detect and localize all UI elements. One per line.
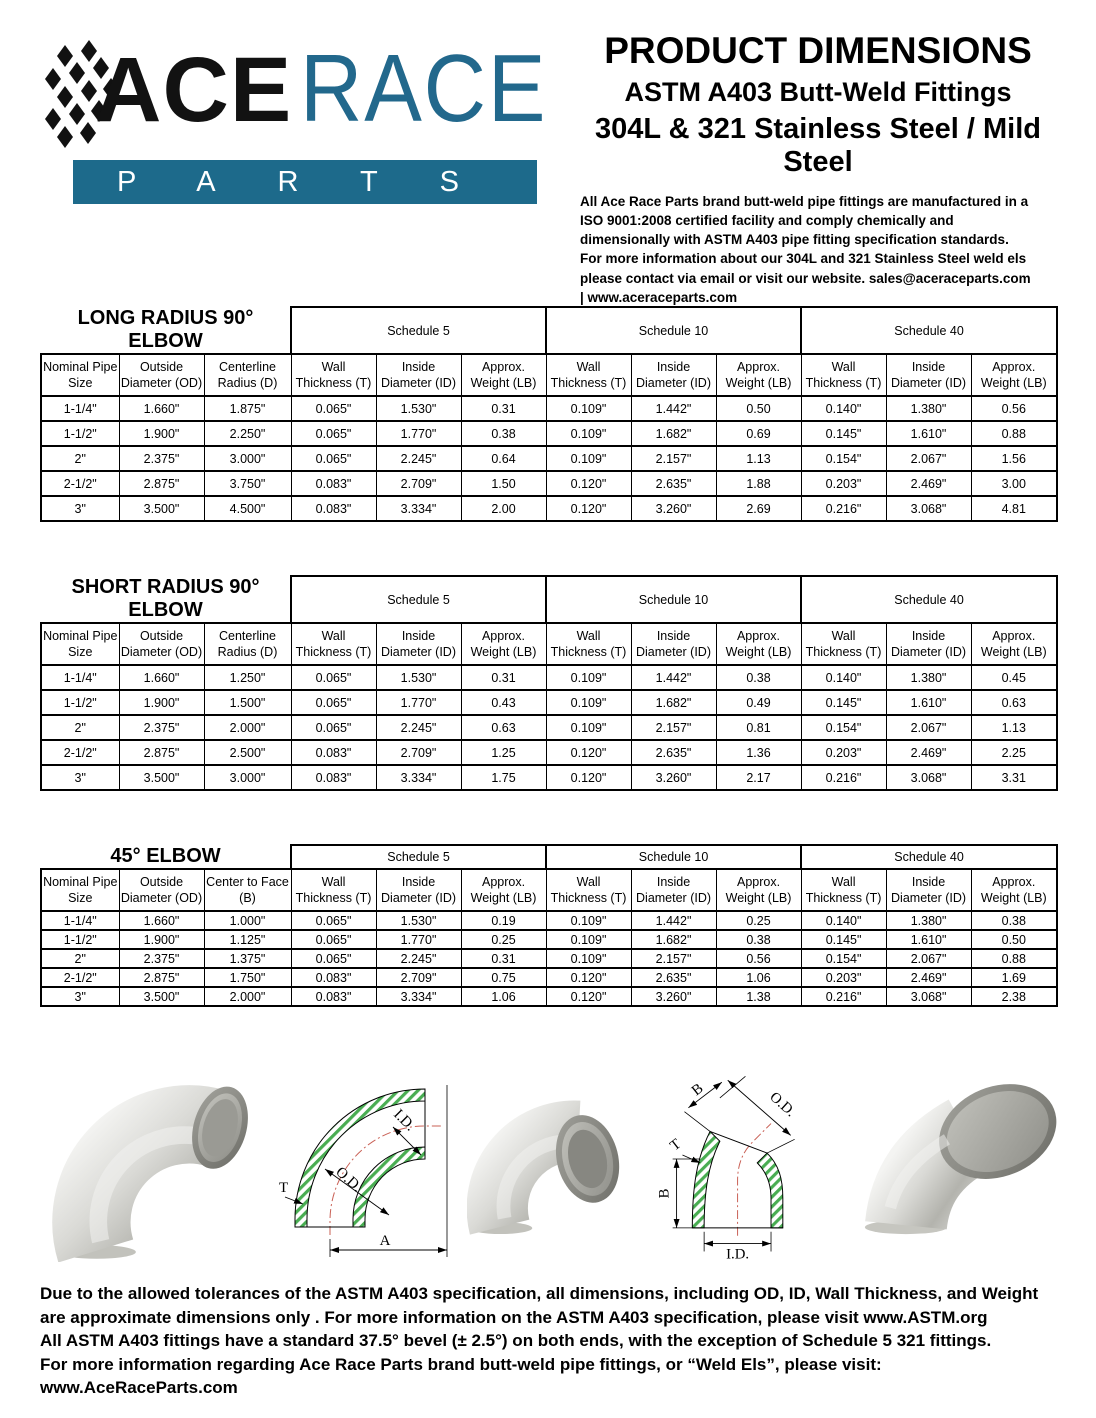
table-cell: 2.157" bbox=[631, 715, 716, 740]
column-header-row bbox=[41, 623, 1057, 665]
table-cell: 0.38 bbox=[461, 421, 546, 446]
table-cell: 0.065" bbox=[291, 930, 376, 949]
column-header-row bbox=[41, 354, 1057, 396]
table-cell: 3.000" bbox=[204, 446, 291, 471]
table-cell: 2-1/2" bbox=[41, 740, 119, 765]
table-cell: 2.709" bbox=[376, 471, 461, 496]
table-cell: 0.109" bbox=[546, 446, 631, 471]
footer-line: All ASTM A403 fittings have a standard 37.5° bevel (± 2.5°) on both ends, with the exception of Schedule 5 321 fittings. bbox=[40, 1331, 992, 1350]
table-cell: 0.154" bbox=[801, 949, 886, 968]
col-id: Inside Diameter (ID) bbox=[631, 354, 716, 396]
table-cell: 2.635" bbox=[631, 968, 716, 987]
table-title: LONG RADIUS 90° ELBOW bbox=[77, 307, 254, 352]
table-cell: 0.216" bbox=[801, 987, 886, 1006]
table-cell: 1.13 bbox=[716, 446, 801, 471]
col-id: Inside Diameter (ID) bbox=[886, 623, 971, 665]
table-cell: 3.334" bbox=[376, 496, 461, 521]
dim-id-label: I.D. bbox=[726, 1246, 750, 1263]
col-wall: Wall Thickness (T) bbox=[801, 869, 886, 911]
table-cell: 0.88 bbox=[971, 421, 1057, 446]
table-cell: 0.145" bbox=[801, 421, 886, 446]
table-cell: 2" bbox=[41, 446, 119, 471]
page-subtitle-2: 304L & 321 Stainless Steel / Mild Steel bbox=[595, 113, 1041, 178]
table-cell: 2.469" bbox=[886, 471, 971, 496]
table-cell: 2.00 bbox=[461, 496, 546, 521]
table-cell: 3.260" bbox=[631, 496, 716, 521]
table-row bbox=[41, 396, 1057, 421]
col-center-to-face: Center to Face (B) bbox=[204, 869, 291, 911]
col-id: Inside Diameter (ID) bbox=[631, 623, 716, 665]
table-cell: 0.083" bbox=[291, 471, 376, 496]
table-cell: 0.083" bbox=[291, 765, 376, 790]
table-cell: 2.875" bbox=[119, 740, 204, 765]
table-row bbox=[41, 968, 1057, 987]
table-row bbox=[41, 949, 1057, 968]
table-cell: 1.38 bbox=[716, 987, 801, 1006]
table-row bbox=[41, 690, 1057, 715]
table-cell: 0.065" bbox=[291, 396, 376, 421]
table-cell: 1.56 bbox=[971, 446, 1057, 471]
table-cell: 0.065" bbox=[291, 665, 376, 690]
table-cell: 1.13 bbox=[971, 715, 1057, 740]
table-cell: 1.442" bbox=[631, 396, 716, 421]
table-row bbox=[41, 715, 1057, 740]
table-cell: 0.065" bbox=[291, 715, 376, 740]
table-cell: 0.109" bbox=[546, 421, 631, 446]
table-title-cell bbox=[41, 845, 291, 869]
table-cell: 1.06 bbox=[461, 987, 546, 1006]
table-cell: 2.500" bbox=[204, 740, 291, 765]
table-cell: 2.875" bbox=[119, 471, 204, 496]
table-cell: 1.375" bbox=[204, 949, 291, 968]
table-row bbox=[41, 911, 1057, 930]
table-cell: 1-1/2" bbox=[41, 421, 119, 446]
table-cell: 3.000" bbox=[204, 765, 291, 790]
col-id: Inside Diameter (ID) bbox=[886, 869, 971, 911]
schedule-5-header: Schedule 5 bbox=[291, 576, 546, 623]
table-cell: 0.145" bbox=[801, 690, 886, 715]
schedule-40-header: Schedule 40 bbox=[801, 576, 1057, 623]
table-cell: 0.065" bbox=[291, 421, 376, 446]
col-weight: Approx. Weight (LB) bbox=[971, 354, 1057, 396]
table-cell: 1.770" bbox=[376, 421, 461, 446]
dim-t-label: T bbox=[667, 1136, 685, 1155]
table-cell: 0.75 bbox=[461, 968, 546, 987]
table-cell: 2.17 bbox=[716, 765, 801, 790]
table-cell: 2" bbox=[41, 949, 119, 968]
table-cell: 0.203" bbox=[801, 740, 886, 765]
col-nominal: Nominal Pipe Size bbox=[41, 869, 119, 911]
col-wall: Wall Thickness (T) bbox=[801, 354, 886, 396]
90-elbow-dimension-diagram bbox=[277, 1051, 455, 1263]
header-text bbox=[566, 30, 1070, 307]
table-cell: 2.709" bbox=[376, 968, 461, 987]
table-cell: 2.245" bbox=[376, 715, 461, 740]
table-cell: 0.140" bbox=[801, 396, 886, 421]
table-cell: 3.500" bbox=[119, 496, 204, 521]
col-id: Inside Diameter (ID) bbox=[631, 869, 716, 911]
table-cell: 0.120" bbox=[546, 496, 631, 521]
table-cell: 0.120" bbox=[546, 968, 631, 987]
table-cell: 2.000" bbox=[204, 715, 291, 740]
table-cell: 3.500" bbox=[119, 765, 204, 790]
table-cell: 2.157" bbox=[631, 949, 716, 968]
table-cell: 0.69 bbox=[716, 421, 801, 446]
table-cell: 0.065" bbox=[291, 446, 376, 471]
col-weight: Approx. Weight (LB) bbox=[461, 869, 546, 911]
table-cell: 1.750" bbox=[204, 968, 291, 987]
table-cell: 0.120" bbox=[546, 471, 631, 496]
table-cell: 0.109" bbox=[546, 396, 631, 421]
table-row bbox=[41, 471, 1057, 496]
col-centerline-radius: Centerline Radius (D) bbox=[204, 354, 291, 396]
table-cell: 0.109" bbox=[546, 949, 631, 968]
schedule-40-header: Schedule 40 bbox=[801, 307, 1057, 354]
table-cell: 0.63 bbox=[971, 690, 1057, 715]
table-cell: 4.81 bbox=[971, 496, 1057, 521]
table-cell: 0.63 bbox=[461, 715, 546, 740]
table-cell: 0.50 bbox=[716, 396, 801, 421]
table-cell: 2.375" bbox=[119, 715, 204, 740]
footer-notes bbox=[40, 1282, 1056, 1400]
table-cell: 2.25 bbox=[971, 740, 1057, 765]
table-cell: 0.120" bbox=[546, 740, 631, 765]
table-cell: 0.31 bbox=[461, 396, 546, 421]
table-cell: 1.610" bbox=[886, 930, 971, 949]
table-cell: 0.065" bbox=[291, 911, 376, 930]
table-cell: 1.610" bbox=[886, 421, 971, 446]
table-cell: 3.068" bbox=[886, 765, 971, 790]
table-cell: 1.530" bbox=[376, 911, 461, 930]
table-cell: 1.530" bbox=[376, 665, 461, 690]
45-elbow-dimension-diagram bbox=[651, 1051, 833, 1263]
table-cell: 1.06 bbox=[716, 968, 801, 987]
table-cell: 0.25 bbox=[716, 911, 801, 930]
col-wall: Wall Thickness (T) bbox=[546, 354, 631, 396]
table-cell: 0.43 bbox=[461, 690, 546, 715]
table-cell: 1.875" bbox=[204, 396, 291, 421]
table-cell: 3.500" bbox=[119, 987, 204, 1006]
table-cell: 1.88 bbox=[716, 471, 801, 496]
table-cell: 2.875" bbox=[119, 968, 204, 987]
table-cell: 1.25 bbox=[461, 740, 546, 765]
table-cell: 1.75 bbox=[461, 765, 546, 790]
table-cell: 2.469" bbox=[886, 968, 971, 987]
table-cell: 1.770" bbox=[376, 930, 461, 949]
table-cell: 0.64 bbox=[461, 446, 546, 471]
table-cell: 0.49 bbox=[716, 690, 801, 715]
dim-a-label: A bbox=[379, 1233, 391, 1249]
table-cell: 2.157" bbox=[631, 446, 716, 471]
table-cell: 0.140" bbox=[801, 911, 886, 930]
table-cell: 2.38 bbox=[971, 987, 1057, 1006]
col-wall: Wall Thickness (T) bbox=[546, 869, 631, 911]
table-cell: 1.250" bbox=[204, 665, 291, 690]
column-header-row bbox=[41, 869, 1057, 911]
col-wall: Wall Thickness (T) bbox=[801, 623, 886, 665]
logo-race-text: RACE bbox=[300, 35, 548, 142]
table-cell: 3.068" bbox=[886, 496, 971, 521]
table-cell: 1.125" bbox=[204, 930, 291, 949]
table-cell: 2.245" bbox=[376, 446, 461, 471]
schedule-10-header: Schedule 10 bbox=[546, 307, 801, 354]
col-wall: Wall Thickness (T) bbox=[546, 623, 631, 665]
table-cell: 2.635" bbox=[631, 740, 716, 765]
table-cell: 3.334" bbox=[376, 987, 461, 1006]
table-cell: 4.500" bbox=[204, 496, 291, 521]
footer-line: Due to the allowed tolerances of the ASTM A403 specification, all dimensions, including OD, ID, Wall Thickness, and Weight bbox=[40, 1284, 1039, 1303]
table-row bbox=[41, 496, 1057, 521]
table-cell: 0.109" bbox=[546, 715, 631, 740]
col-centerline-radius: Centerline Radius (D) bbox=[204, 623, 291, 665]
table-cell: 0.50 bbox=[971, 930, 1057, 949]
table-cell: 3.334" bbox=[376, 765, 461, 790]
table-cell: 1.69 bbox=[971, 968, 1057, 987]
table-cell: 0.25 bbox=[461, 930, 546, 949]
table-cell: 0.31 bbox=[461, 949, 546, 968]
table-cell: 0.216" bbox=[801, 765, 886, 790]
schedule-10-header: Schedule 10 bbox=[546, 845, 801, 869]
footer-line: For more information regarding Ace Race Parts brand butt-weld pipe fittings, or “Weld Els”, please visit: www.AceRaceParts.com bbox=[40, 1354, 882, 1397]
table-cell: 0.140" bbox=[801, 665, 886, 690]
ace-race-parts-logo bbox=[45, 34, 548, 230]
table-cell: 3.00 bbox=[971, 471, 1057, 496]
table-cell: 0.19 bbox=[461, 911, 546, 930]
table-cell: 0.56 bbox=[716, 949, 801, 968]
table-cell: 2.469" bbox=[886, 740, 971, 765]
table-row bbox=[41, 930, 1057, 949]
table-cell: 1.900" bbox=[119, 421, 204, 446]
table-cell: 3.260" bbox=[631, 765, 716, 790]
table-cell: 1-1/4" bbox=[41, 665, 119, 690]
table-row bbox=[41, 446, 1057, 471]
col-weight: Approx. Weight (LB) bbox=[716, 869, 801, 911]
table-cell: 1.36 bbox=[716, 740, 801, 765]
table-cell: 0.88 bbox=[971, 949, 1057, 968]
schedule-5-header: Schedule 5 bbox=[291, 845, 546, 869]
45-elbow-table bbox=[40, 844, 1058, 1007]
intro-paragraph: All Ace Race Parts brand butt-weld pipe fittings are manufactured in a ISO 9001:2008 certified facility and comply chemically and dimensionally with ASTM A403 pipe fitting specification standards. For more information about our 304L and 321 Stainless Steel weld els please contact via email or visit our website. sales@aceraceparts.com | www.aceraceparts.com bbox=[580, 194, 1031, 305]
table-cell: 1.900" bbox=[119, 690, 204, 715]
table-cell: 1.380" bbox=[886, 911, 971, 930]
table-cell: 1.530" bbox=[376, 396, 461, 421]
table-cell: 1-1/4" bbox=[41, 911, 119, 930]
45-elbow-photo bbox=[861, 1069, 1071, 1237]
col-id: Inside Diameter (ID) bbox=[886, 354, 971, 396]
table-cell: 2.245" bbox=[376, 949, 461, 968]
table-cell: 1.442" bbox=[631, 665, 716, 690]
table-cell: 0.109" bbox=[546, 665, 631, 690]
page-title: PRODUCT DIMENSIONS bbox=[604, 30, 1032, 71]
table-cell: 3.260" bbox=[631, 987, 716, 1006]
table-cell: 0.56 bbox=[971, 396, 1057, 421]
table-cell: 0.109" bbox=[546, 911, 631, 930]
table-cell: 3" bbox=[41, 765, 119, 790]
table-cell: 0.216" bbox=[801, 496, 886, 521]
col-wall: Wall Thickness (T) bbox=[291, 354, 376, 396]
table-cell: 3.068" bbox=[886, 987, 971, 1006]
table-cell: 1.770" bbox=[376, 690, 461, 715]
table-cell: 1.610" bbox=[886, 690, 971, 715]
table-cell: 0.203" bbox=[801, 471, 886, 496]
table-cell: 0.083" bbox=[291, 740, 376, 765]
table-cell: 1.682" bbox=[631, 421, 716, 446]
header bbox=[0, 0, 1096, 305]
table-cell: 1-1/4" bbox=[41, 396, 119, 421]
col-weight: Approx. Weight (LB) bbox=[716, 623, 801, 665]
table-cell: 1.50 bbox=[461, 471, 546, 496]
footer-line: are approximate dimensions only . For more information on the ASTM A403 specification, please visit www.ASTM.org bbox=[40, 1307, 988, 1327]
dim-b-height-label: B bbox=[656, 1188, 673, 1199]
table-cell: 0.109" bbox=[546, 690, 631, 715]
table-title-cell bbox=[41, 307, 291, 354]
table-cell: 1-1/2" bbox=[41, 690, 119, 715]
col-weight: Approx. Weight (LB) bbox=[461, 354, 546, 396]
table-cell: 0.45 bbox=[971, 665, 1057, 690]
schedule-40-header: Schedule 40 bbox=[801, 845, 1057, 869]
table-cell: 1.660" bbox=[119, 911, 204, 930]
table-title: SHORT RADIUS 90° ELBOW bbox=[71, 576, 260, 621]
table-cell: 2.375" bbox=[119, 446, 204, 471]
col-weight: Approx. Weight (LB) bbox=[461, 623, 546, 665]
table-cell: 1.660" bbox=[119, 665, 204, 690]
col-nominal: Nominal Pipe Size bbox=[41, 623, 119, 665]
table-cell: 2.000" bbox=[204, 987, 291, 1006]
table-cell: 1.900" bbox=[119, 930, 204, 949]
col-id: Inside Diameter (ID) bbox=[376, 623, 461, 665]
table-cell: 3" bbox=[41, 496, 119, 521]
col-od: Outside Diameter (OD) bbox=[119, 869, 204, 911]
short-radius-90-elbow-table bbox=[40, 575, 1058, 791]
logo-ace-text: ACE bbox=[95, 39, 293, 141]
table-row bbox=[41, 987, 1057, 1006]
table-cell: 2.067" bbox=[886, 446, 971, 471]
table-cell: 0.083" bbox=[291, 968, 376, 987]
dim-t-label: T bbox=[279, 1180, 289, 1196]
table-row bbox=[41, 665, 1057, 690]
table-cell: 0.145" bbox=[801, 930, 886, 949]
table-cell: 2-1/2" bbox=[41, 968, 119, 987]
table-cell: 0.065" bbox=[291, 690, 376, 715]
table-cell: 0.38 bbox=[971, 911, 1057, 930]
table-cell: 1.442" bbox=[631, 911, 716, 930]
table-cell: 0.38 bbox=[716, 665, 801, 690]
table-cell: 0.109" bbox=[546, 930, 631, 949]
table-cell: 3" bbox=[41, 987, 119, 1006]
table-cell: 0.154" bbox=[801, 446, 886, 471]
long-radius-90-elbow-table bbox=[40, 306, 1058, 522]
page-subtitle-1: ASTM A403 Butt-Weld Fittings bbox=[624, 77, 1012, 107]
table-cell: 1.380" bbox=[886, 665, 971, 690]
col-weight: Approx. Weight (LB) bbox=[971, 623, 1057, 665]
table-cell: 1.660" bbox=[119, 396, 204, 421]
col-weight: Approx. Weight (LB) bbox=[716, 354, 801, 396]
table-cell: 2.067" bbox=[886, 715, 971, 740]
table-cell: 2.709" bbox=[376, 740, 461, 765]
col-wall: Wall Thickness (T) bbox=[291, 869, 376, 911]
table-cell: 0.065" bbox=[291, 949, 376, 968]
table-cell: 0.154" bbox=[801, 715, 886, 740]
table-cell: 2-1/2" bbox=[41, 471, 119, 496]
table-cell: 0.38 bbox=[716, 930, 801, 949]
dim-od-label: O.D. bbox=[766, 1089, 799, 1121]
dim-od-label: O.D. bbox=[332, 1164, 365, 1196]
col-nominal: Nominal Pipe Size bbox=[41, 354, 119, 396]
table-row bbox=[41, 765, 1057, 790]
table-cell: 2.250" bbox=[204, 421, 291, 446]
schedule-10-header: Schedule 10 bbox=[546, 576, 801, 623]
table-cell: 0.083" bbox=[291, 496, 376, 521]
col-wall: Wall Thickness (T) bbox=[291, 623, 376, 665]
long-radius-elbow-photo bbox=[40, 1057, 265, 1262]
col-od: Outside Diameter (OD) bbox=[119, 623, 204, 665]
dim-b-face-label: B bbox=[688, 1080, 707, 1100]
table-row bbox=[41, 740, 1057, 765]
short-radius-elbow-photo bbox=[467, 1071, 635, 1236]
figure-strip bbox=[40, 1051, 1096, 1266]
table-row bbox=[41, 421, 1057, 446]
table-cell: 2.067" bbox=[886, 949, 971, 968]
table-cell: 2.69 bbox=[716, 496, 801, 521]
table-title-cell bbox=[41, 576, 291, 623]
dim-id-label: I.D. bbox=[390, 1106, 418, 1135]
logo-parts-band: PARTS bbox=[73, 160, 537, 204]
table-cell: 1.500" bbox=[204, 690, 291, 715]
table-cell: 2.375" bbox=[119, 949, 204, 968]
table-title: 45° ELBOW bbox=[110, 845, 221, 867]
table-cell: 0.083" bbox=[291, 987, 376, 1006]
table-cell: 3.31 bbox=[971, 765, 1057, 790]
table-cell: 2.635" bbox=[631, 471, 716, 496]
table-cell: 3.750" bbox=[204, 471, 291, 496]
table-cell: 0.31 bbox=[461, 665, 546, 690]
table-cell: 1-1/2" bbox=[41, 930, 119, 949]
col-weight: Approx. Weight (LB) bbox=[971, 869, 1057, 911]
col-id: Inside Diameter (ID) bbox=[376, 354, 461, 396]
table-cell: 1.682" bbox=[631, 690, 716, 715]
table-cell: 0.120" bbox=[546, 765, 631, 790]
col-od: Outside Diameter (OD) bbox=[119, 354, 204, 396]
table-cell: 1.000" bbox=[204, 911, 291, 930]
table-cell: 0.120" bbox=[546, 987, 631, 1006]
table-cell: 1.682" bbox=[631, 930, 716, 949]
schedule-5-header: Schedule 5 bbox=[291, 307, 546, 354]
table-cell: 1.380" bbox=[886, 396, 971, 421]
col-id: Inside Diameter (ID) bbox=[376, 869, 461, 911]
table-cell: 2" bbox=[41, 715, 119, 740]
table-cell: 0.81 bbox=[716, 715, 801, 740]
table-cell: 0.203" bbox=[801, 968, 886, 987]
